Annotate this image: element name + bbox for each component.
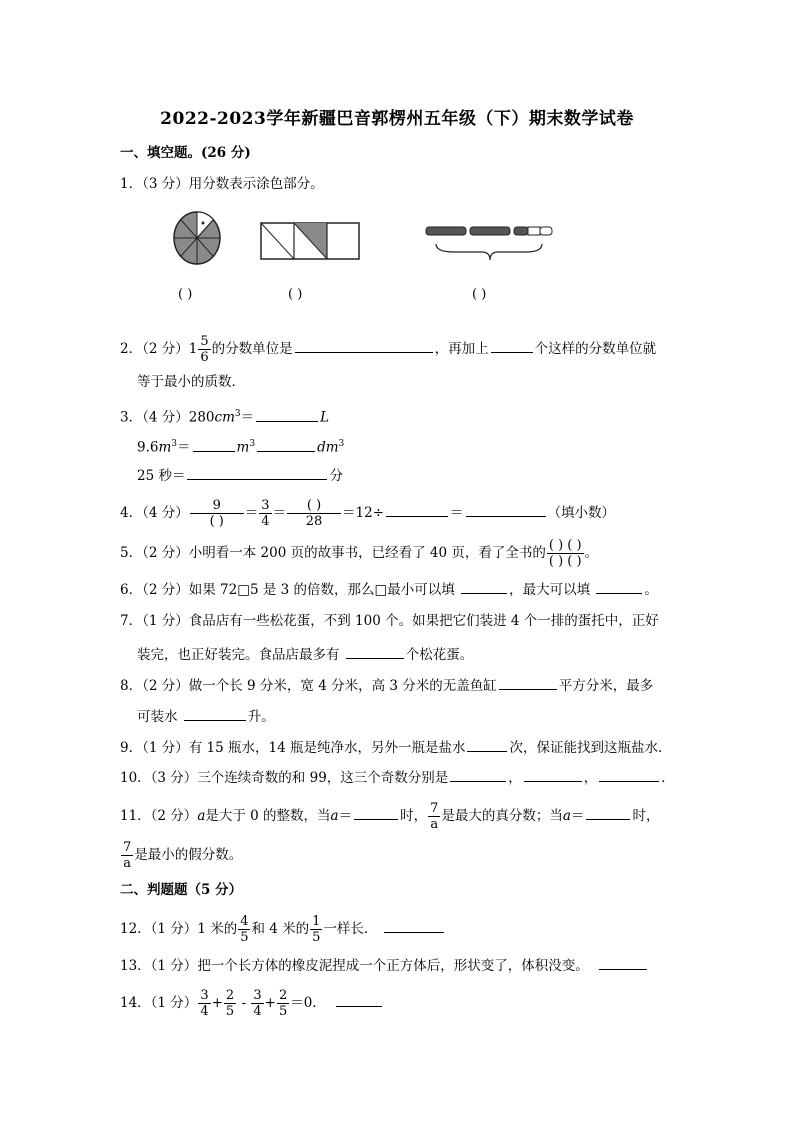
q4-fraction-1: [190, 498, 244, 529]
q7-number: 7．（1 分）: [120, 613, 189, 629]
q3-unit-1: cm: [214, 409, 235, 426]
q12-text-2: 和 4 米的: [251, 921, 310, 937]
caption-bars: ( ): [472, 287, 487, 302]
question-2: [120, 334, 656, 365]
page-title: 2022-2023学年新疆巴音郭楞州五年级（下）期末数学试卷: [160, 109, 634, 129]
q14-op-plus-1: +: [211, 995, 223, 1011]
q5-text: 小明看一本 200 页的故事书，已经看了 40 页，看了全书的: [188, 545, 546, 561]
q3-exp-2: 3: [171, 439, 178, 449]
q14-fraction-2: [224, 988, 236, 1019]
q3-unit-2: m: [158, 439, 172, 456]
q8-text-2: 可装水: [137, 709, 178, 725]
q3-number: 3．（4 分）: [120, 409, 189, 426]
q3-exp-3: 3: [249, 439, 256, 449]
question-11: [120, 801, 659, 832]
bar-figure: [424, 222, 574, 272]
q5-end: 。: [584, 545, 599, 561]
q14-op-plus-2: +: [264, 995, 276, 1011]
q14-den-3: 4: [253, 1004, 262, 1019]
q5-num: ( ) ( ): [548, 538, 582, 553]
question-3-line2: [137, 434, 344, 458]
q13-number: 13．（1 分）: [120, 958, 198, 974]
q2-blank-1[interactable]: [295, 338, 433, 353]
question-14: [120, 988, 384, 1019]
question-7-cont: [137, 644, 473, 665]
q7-blank[interactable]: [346, 644, 404, 659]
q14-number: 14．（1 分）: [120, 995, 198, 1011]
q3-eq-2: ＝: [177, 439, 191, 456]
question-12: [120, 914, 446, 945]
q3-blank-1[interactable]: [256, 407, 318, 422]
q2-text-c: 个这样的分数单位就: [534, 341, 657, 357]
q11-fraction-1: [428, 801, 440, 832]
q4-fraction-2: [259, 498, 271, 529]
caption-rectangle: ( ): [288, 287, 303, 302]
q3-eq-1: ＝: [240, 409, 255, 426]
q5-fraction[interactable]: [547, 538, 584, 569]
question-10: [120, 767, 675, 788]
q4-eq-3: ＝: [450, 505, 464, 521]
q6-end: 。: [644, 582, 658, 598]
q10-end: ．: [661, 770, 675, 786]
q3-unit-min: 分: [329, 468, 343, 484]
section-heading-fill: 一、填空题。(26 分): [120, 145, 251, 161]
q7-text: 食品店有一些松花蛋，不到 100 个。如果把它们装进 4 个一排的蛋托中，正好: [188, 613, 659, 629]
q10-number: 10．（3 分）: [120, 770, 198, 786]
q3-unit-dm: dm: [317, 439, 339, 456]
q9-text: 有 15 瓶水，14 瓶是纯净水，另外一瓶是盐水: [188, 740, 466, 756]
q14-fraction-4: [277, 988, 289, 1019]
q2-fraction: [198, 334, 210, 365]
q4-den-2: 4: [261, 514, 270, 529]
q11-blank-2[interactable]: [586, 805, 630, 820]
q11-text-4: 时，: [632, 808, 660, 824]
q6-text-mid: ，最大可以填: [509, 582, 591, 598]
question-5: [120, 538, 598, 569]
question-8-cont: [137, 706, 275, 727]
question-1: [120, 174, 324, 194]
q4-num-2: 3: [261, 498, 270, 513]
q13-text: 把一个长方体的橡皮泥捏成一个正方体后，形状变了，体积没变。: [197, 958, 589, 974]
q12-fraction-2: [310, 914, 322, 945]
q9-number: 9．（1 分）: [120, 740, 189, 756]
q8-number: 8．（2 分）: [120, 678, 189, 694]
q14-num-1: 3: [200, 988, 209, 1003]
q10-blank-3[interactable]: [599, 767, 659, 782]
q4-den-1[interactable]: ( ): [190, 513, 244, 529]
q12-num-2: 1: [312, 914, 321, 929]
q3-blank-3[interactable]: [257, 437, 315, 452]
question-3: [120, 404, 329, 428]
q12-text-3: 一样长．: [323, 921, 378, 937]
question-6: [120, 579, 658, 600]
q11-fraction-2: [121, 840, 133, 871]
q6-blank-1[interactable]: [461, 579, 507, 594]
q4-num-1: 9: [212, 498, 221, 513]
q10-blank-2[interactable]: [524, 767, 582, 782]
q4-num-3[interactable]: ( ): [306, 498, 322, 513]
q11-num-2: 7: [123, 840, 132, 855]
q9-blank[interactable]: [467, 737, 507, 752]
q7-text-3: 个松花蛋。: [405, 647, 474, 663]
q12-blank[interactable]: [384, 918, 444, 933]
q1-text: 用分数表示涂色部分。: [188, 176, 324, 192]
q2-whole: 1: [188, 341, 198, 357]
q4-den-3: 28: [287, 513, 341, 529]
rectangle-figure: [260, 222, 360, 260]
q7-text-2: 装完，也正好装完。食品店最多有: [137, 647, 340, 663]
q10-sep-1: ，: [508, 770, 522, 786]
q11-text-1: 是大于 0 的整数，当: [205, 808, 331, 824]
q4-hint: （填小数）: [547, 505, 616, 521]
section-heading-judge: 二、判题题（5 分）: [120, 882, 243, 898]
q11-text-3: 是最大的真分数；当: [441, 808, 563, 824]
q4-blank-2[interactable]: [466, 502, 546, 517]
q8-text-mid: 平方分米，最多: [558, 678, 654, 694]
q8-blank-1[interactable]: [499, 675, 557, 690]
q3-unit-l: L: [320, 409, 330, 426]
q4-eq-1: ＝: [244, 505, 259, 521]
q14-den-1: 4: [200, 1004, 209, 1019]
q11-den-2: a: [123, 856, 132, 871]
caption-circle: ( ): [178, 287, 193, 302]
q14-den-2: 5: [225, 1004, 235, 1019]
q14-op-minus: -: [241, 995, 247, 1011]
q2-text-b: ，再加上: [434, 341, 489, 357]
q11-den-1: a: [430, 817, 439, 832]
q12-fraction-1: [238, 914, 250, 945]
q12-num-1: 4: [240, 914, 249, 929]
q4-division: ＝12÷: [342, 505, 385, 521]
question-8: [120, 675, 653, 696]
q2-den: 6: [200, 350, 209, 365]
question-2-cont: 等于最小的质数．: [137, 374, 245, 390]
q4-eq-2: ＝: [272, 505, 287, 521]
q10-text: 三个连续奇数的和 99，这三个奇数分别是: [197, 770, 449, 786]
q14-num-2: 2: [225, 988, 235, 1003]
q14-blank[interactable]: [336, 992, 382, 1007]
q3-blank-2[interactable]: [193, 437, 235, 452]
q11-blank-1[interactable]: [354, 805, 398, 820]
q14-fraction-1: [198, 988, 210, 1019]
q2-number: 2．（2 分）: [120, 341, 189, 357]
q11-eq-2: ＝: [570, 808, 585, 824]
question-11-cont: [120, 840, 242, 871]
q1-number: 1．（3 分）: [120, 176, 189, 192]
q14-num-3: 3: [253, 988, 262, 1003]
q3-value-1: 280: [188, 409, 215, 426]
q14-den-4: 5: [278, 1004, 288, 1019]
q14-end: ＝0．: [290, 995, 326, 1011]
q6-blank-2[interactable]: [596, 579, 642, 594]
q3-unit-m: m: [236, 439, 250, 456]
q11-num-1: 7: [430, 801, 439, 816]
q12-number: 12．（1 分）: [120, 921, 198, 937]
q2-text-a: 的分数单位是: [211, 341, 293, 357]
q4-blank-1[interactable]: [386, 502, 448, 517]
question-9: [120, 737, 671, 758]
q13-blank[interactable]: [599, 955, 647, 970]
q14-fraction-3: [251, 988, 263, 1019]
question-3-line3: [137, 465, 343, 486]
q3-blank-4[interactable]: [187, 465, 327, 480]
q8-blank-2[interactable]: [184, 706, 246, 721]
q12-text-1: 1 米的: [197, 921, 238, 937]
q2-blank-2[interactable]: [491, 338, 533, 353]
q12-den-1: 5: [240, 930, 249, 945]
q3-text-seconds: 25 秒＝: [137, 468, 186, 484]
q5-den: ( ) ( ): [548, 554, 582, 569]
q8-text-3: 升。: [247, 709, 275, 725]
q8-text: 做一个长 9 分米，宽 4 分米，高 3 分米的无盖鱼缸: [188, 678, 497, 694]
q3-exp-4: 3: [338, 439, 345, 449]
q11-var-a-1: a: [197, 808, 206, 824]
q14-num-4: 2: [278, 988, 288, 1003]
q11-var-a-2: a: [330, 808, 339, 824]
q3-exp-1: 3: [234, 409, 241, 419]
q10-sep-2: ，: [583, 770, 598, 786]
circle-figure: [172, 210, 222, 266]
question-4: [120, 498, 615, 529]
q4-number: 4．（4 分）: [120, 505, 189, 521]
q2-num: 5: [200, 334, 209, 349]
q11-eq-1: ＝: [338, 808, 353, 824]
question-13: [120, 955, 649, 976]
q3-value-2: 9.6: [137, 439, 159, 456]
q11-text-5: 是最小的假分数。: [134, 847, 243, 863]
q5-number: 5．（2 分）: [120, 545, 189, 561]
q11-var-a-3: a: [562, 808, 571, 824]
q6-number: 6．（2 分）: [120, 582, 189, 598]
q6-text: 如果 72□5 是 3 的倍数，那么□最小可以填: [188, 582, 455, 598]
question-7: [120, 611, 659, 631]
q4-fraction-3: [287, 498, 341, 529]
q12-den-2: 5: [312, 930, 321, 945]
q11-text-2: 时，: [400, 808, 428, 824]
q9-end: 次，保证能找到这瓶盐水．: [509, 740, 672, 756]
q11-number: 11．（2 分）: [120, 808, 198, 824]
q10-blank-1[interactable]: [450, 767, 506, 782]
